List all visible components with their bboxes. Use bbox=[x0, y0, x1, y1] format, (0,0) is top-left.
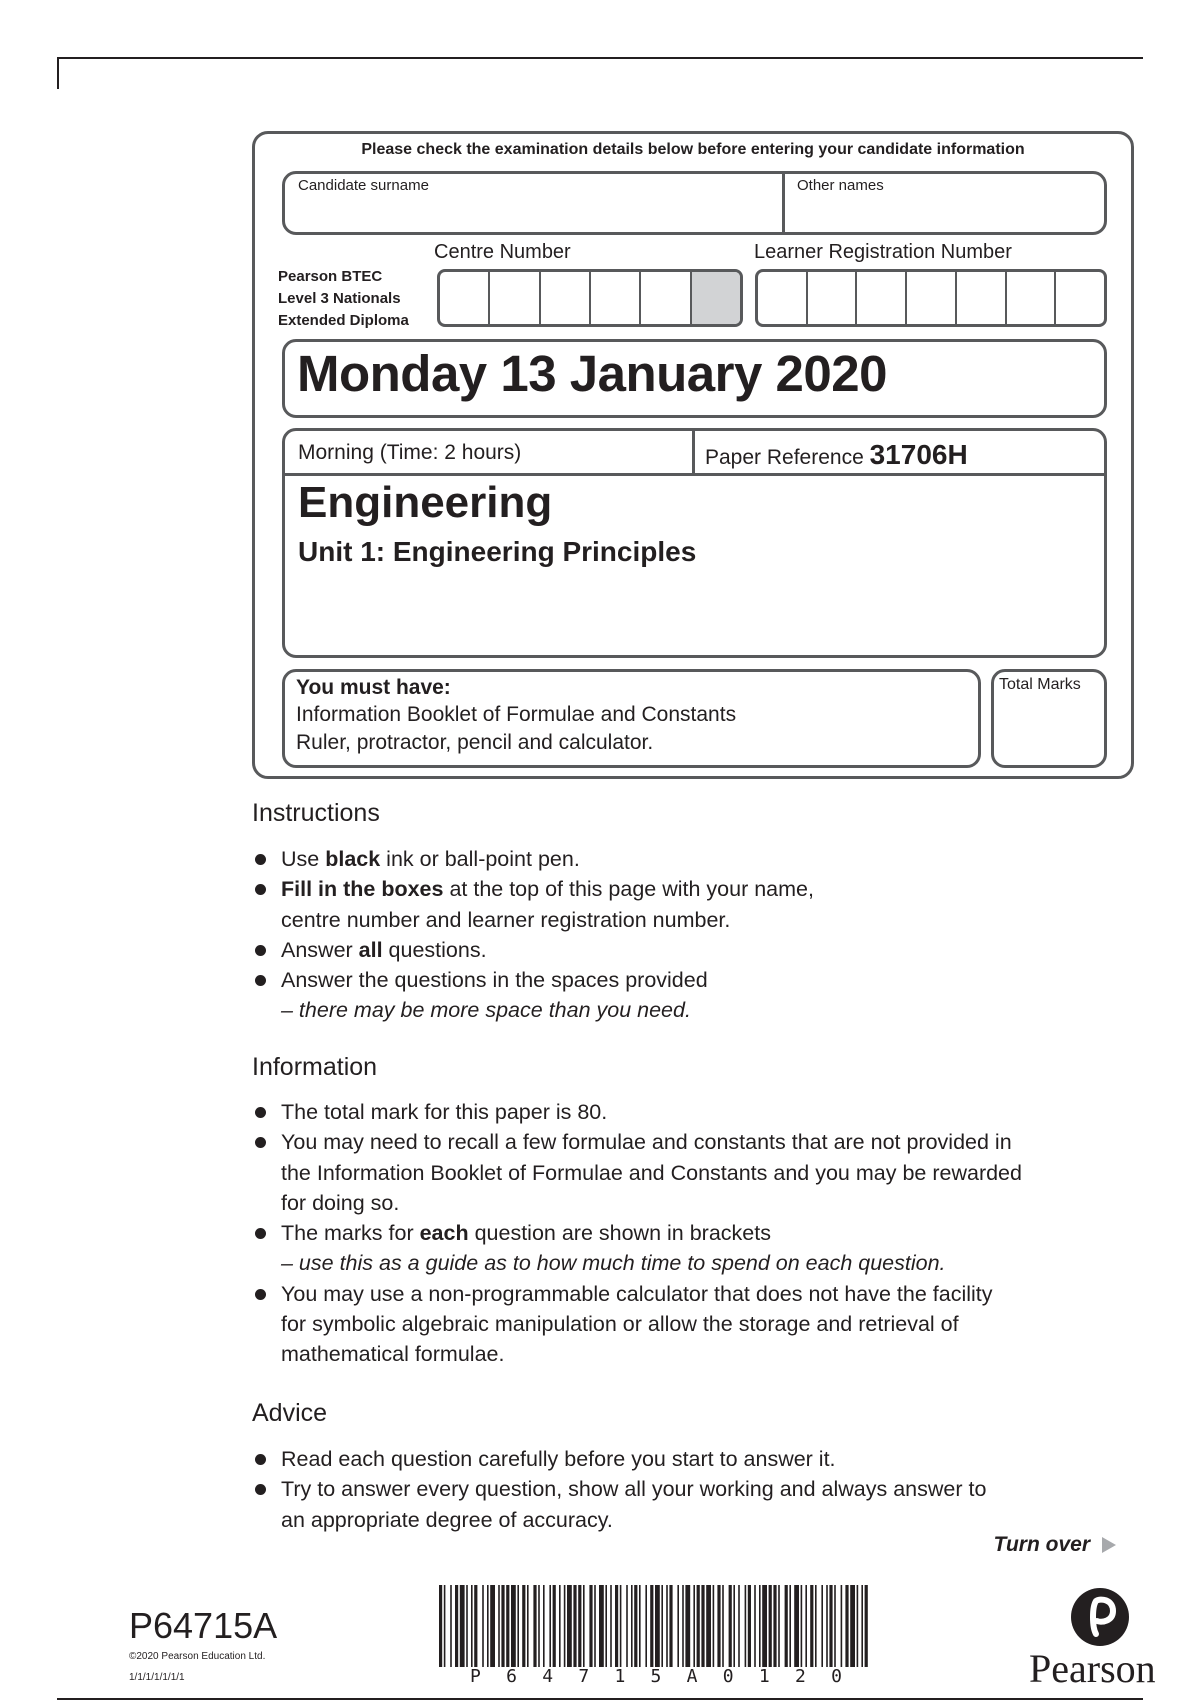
centre-number-shaded-cell bbox=[692, 272, 740, 324]
barcode-bar bbox=[759, 1585, 761, 1667]
barcode-bar bbox=[639, 1585, 641, 1667]
barcode-bar bbox=[733, 1585, 735, 1667]
barcode-bar bbox=[661, 1585, 663, 1667]
list-item: Use black ink or ball-point pen. bbox=[252, 844, 1112, 874]
barcode-char: 1 bbox=[758, 1666, 770, 1687]
candidate-surname-label: Candidate surname bbox=[298, 177, 429, 194]
barcode-bar bbox=[815, 1585, 817, 1667]
barcode-bar bbox=[490, 1585, 495, 1667]
barcode-char: 6 bbox=[506, 1666, 517, 1687]
barcode-bar bbox=[578, 1585, 581, 1667]
barcode-bar bbox=[829, 1585, 832, 1667]
learner-registration-label: Learner Registration Number bbox=[754, 241, 1012, 263]
barcode-bar bbox=[697, 1585, 700, 1667]
barcode-bar bbox=[729, 1585, 732, 1667]
barcode-bar bbox=[533, 1585, 536, 1667]
instructions-title: Instructions bbox=[252, 799, 380, 827]
barcode-bar bbox=[559, 1585, 561, 1667]
barcode-bar bbox=[460, 1585, 465, 1667]
advice-list bbox=[252, 1444, 1112, 1535]
barcode-bar bbox=[845, 1585, 848, 1667]
barcode-bar bbox=[805, 1585, 807, 1667]
barcode-bar bbox=[615, 1585, 618, 1667]
barcode-bar bbox=[543, 1585, 545, 1667]
barcode-bar bbox=[834, 1585, 836, 1667]
barcode-bar bbox=[778, 1585, 780, 1667]
barcode-bar bbox=[810, 1585, 813, 1667]
barcode-bar bbox=[631, 1585, 633, 1667]
barcode-bar bbox=[553, 1585, 556, 1667]
barcode-bar bbox=[650, 1585, 653, 1667]
session-divider bbox=[692, 431, 695, 475]
barcode-bar bbox=[769, 1585, 772, 1667]
barcode-bar bbox=[748, 1585, 751, 1667]
centre-number-digit[interactable] bbox=[541, 272, 591, 324]
barcode-bar bbox=[506, 1585, 509, 1667]
centre-number-digit[interactable] bbox=[591, 272, 641, 324]
barcode-bar bbox=[789, 1585, 791, 1667]
barcode-bar bbox=[666, 1585, 668, 1667]
barcode-bar bbox=[549, 1585, 551, 1667]
barcode-bar bbox=[605, 1585, 607, 1667]
barcode-bar bbox=[857, 1585, 859, 1667]
barcode-bar bbox=[482, 1585, 484, 1667]
barcode-bar bbox=[444, 1585, 446, 1667]
barcode-bar bbox=[474, 1585, 477, 1667]
play-arrow-icon bbox=[1102, 1537, 1116, 1553]
barcode-bar bbox=[706, 1585, 711, 1667]
list-item: You may use a non-programmable calculator that does not have the facility for symbolic algebraic manipulation or allow the storage and retrieval of mathematical formulae. bbox=[252, 1279, 1112, 1370]
barcode-bar bbox=[594, 1585, 596, 1667]
barcode-bar bbox=[701, 1585, 704, 1667]
barcode-bar bbox=[850, 1585, 855, 1667]
barcode-bar bbox=[717, 1585, 720, 1667]
barcode-bar bbox=[466, 1585, 468, 1667]
barcode-bar bbox=[583, 1585, 585, 1667]
instructions-list bbox=[252, 844, 1112, 1026]
barcode-bar bbox=[634, 1585, 637, 1667]
advice-title: Advice bbox=[252, 1399, 328, 1427]
total-marks-label: Total Marks bbox=[999, 676, 1081, 693]
list-item: Try to answer every question, show all your working and always answer to an appropriate degree of accuracy. bbox=[252, 1474, 1112, 1535]
learner-registration-digit[interactable] bbox=[758, 272, 808, 324]
learner-registration-digit[interactable] bbox=[1007, 272, 1057, 324]
barcode-bar bbox=[610, 1585, 612, 1667]
barcode-bar bbox=[501, 1585, 504, 1667]
paper-code: P64715A bbox=[129, 1605, 278, 1646]
barcode-bar bbox=[841, 1585, 843, 1667]
barcode-bar bbox=[655, 1585, 660, 1667]
barcode-bar bbox=[455, 1585, 458, 1667]
barcode-bar bbox=[785, 1585, 788, 1667]
list-item: Answer the questions in the spaces provided – there may be more space than you need. bbox=[252, 965, 1112, 1026]
barcode-bar bbox=[589, 1585, 592, 1667]
other-names-label: Other names bbox=[797, 177, 884, 194]
barcode-bar bbox=[573, 1585, 576, 1667]
crop-mark-horizontal bbox=[57, 57, 1143, 59]
name-box-divider bbox=[782, 171, 785, 235]
barcode-char: P bbox=[470, 1666, 481, 1687]
learner-registration-grid bbox=[755, 269, 1107, 327]
barcode-bar bbox=[599, 1585, 604, 1667]
barcode-char: 2 bbox=[794, 1666, 806, 1687]
exam-date: Monday 13 January 2020 bbox=[297, 345, 887, 402]
barcode-bar bbox=[773, 1585, 776, 1667]
pearson-wordmark: Pearson bbox=[1029, 1646, 1156, 1691]
barcode-char: 0 bbox=[722, 1666, 734, 1687]
crop-mark-vertical bbox=[57, 57, 59, 89]
centre-number-grid bbox=[437, 269, 743, 327]
paper-reference-code: 31706H bbox=[869, 439, 968, 470]
list-item: You may need to recall a few formulae and constants that are not provided in the Information Booklet of Formulae and Constants and you may be rewarded for doing so. bbox=[252, 1127, 1112, 1218]
barcode-bar bbox=[511, 1585, 516, 1667]
must-have-heading: You must have: bbox=[296, 676, 451, 699]
copyright-notice: ©2020 Pearson Education Ltd. bbox=[129, 1651, 266, 1662]
barcode-bar bbox=[626, 1585, 628, 1667]
must-have-item: Information Booklet of Formulae and Constants bbox=[296, 703, 737, 726]
other-names-field[interactable] bbox=[786, 176, 1104, 230]
exam-session: Morning (Time: 2 hours) bbox=[298, 441, 522, 464]
barcode-text bbox=[470, 1666, 842, 1687]
learner-registration-digit[interactable] bbox=[907, 272, 957, 324]
barcode-char: 0 bbox=[831, 1666, 842, 1687]
barcode-icon bbox=[437, 1585, 871, 1667]
turn-over-link[interactable]: Turn over bbox=[994, 1533, 1116, 1557]
list-item: Fill in the boxes at the top of this page with your name, centre number and learner registration number. bbox=[252, 874, 1112, 935]
barcode-bar bbox=[821, 1585, 823, 1667]
qualification-title: Pearson BTEC Level 3 Nationals Extended Diploma bbox=[278, 268, 409, 329]
barcode-bar bbox=[722, 1585, 724, 1667]
information-title: Information bbox=[252, 1053, 378, 1081]
must-have-item: Ruler, protractor, pencil and calculator. bbox=[296, 731, 654, 754]
barcode-bar bbox=[471, 1585, 473, 1667]
barcode-bar bbox=[538, 1585, 540, 1667]
barcode-char: 5 bbox=[650, 1666, 662, 1687]
learner-registration-digit[interactable] bbox=[808, 272, 858, 324]
barcode-bar bbox=[685, 1585, 690, 1667]
barcode-char: 7 bbox=[578, 1666, 590, 1687]
information-list bbox=[252, 1097, 1112, 1370]
barcode-bar bbox=[567, 1585, 572, 1667]
learner-registration-digit[interactable] bbox=[1056, 272, 1104, 324]
barcode-bar bbox=[564, 1585, 566, 1667]
barcode-bar bbox=[620, 1585, 622, 1667]
barcode-bar bbox=[645, 1585, 647, 1667]
learner-registration-digit[interactable] bbox=[957, 272, 1007, 324]
centre-number-label: Centre Number bbox=[434, 241, 571, 263]
barcode-bar bbox=[522, 1585, 525, 1667]
barcode-bar bbox=[498, 1585, 500, 1667]
barcode-bar bbox=[865, 1585, 868, 1667]
barcode-bar bbox=[762, 1585, 767, 1667]
pearson-logo-icon bbox=[1070, 1587, 1130, 1647]
unit-title: Unit 1: Engineering Principles bbox=[298, 536, 697, 567]
list-item: Read each question carefully before you start to answer it. bbox=[252, 1444, 1112, 1474]
list-item: The marks for each question are shown in brackets – use this as a guide as to how much time to spend on each question. bbox=[252, 1218, 1112, 1279]
barcode-bar bbox=[682, 1585, 684, 1667]
subject-title: Engineering bbox=[298, 478, 553, 527]
candidate-surname-field[interactable] bbox=[285, 176, 780, 230]
barcode-bar bbox=[794, 1585, 799, 1667]
centre-number-digit[interactable] bbox=[641, 272, 691, 324]
learner-registration-digit[interactable] bbox=[857, 272, 907, 324]
barcode-bar bbox=[713, 1585, 715, 1667]
barcode-bar bbox=[801, 1585, 803, 1667]
barcode-bar bbox=[677, 1585, 679, 1667]
barcode-bar bbox=[745, 1585, 747, 1667]
barcode-bar bbox=[693, 1585, 695, 1667]
barcode-bar bbox=[861, 1585, 863, 1667]
barcode-bar bbox=[517, 1585, 519, 1667]
barcode-bar bbox=[527, 1585, 529, 1667]
barcode-bar bbox=[450, 1585, 452, 1667]
barcode-bar bbox=[738, 1585, 740, 1667]
centre-number-digit[interactable] bbox=[440, 272, 490, 324]
check-details-note: Please check the examination details below before entering your candidate information bbox=[361, 141, 1025, 158]
barcode-char: 1 bbox=[614, 1666, 626, 1687]
mark-line: 1/1/1/1/1/1/1 bbox=[129, 1672, 185, 1683]
barcode-bar bbox=[669, 1585, 672, 1667]
barcode-bar bbox=[826, 1585, 828, 1667]
barcode-bar bbox=[754, 1585, 756, 1667]
centre-number-digit[interactable] bbox=[490, 272, 540, 324]
barcode-bar bbox=[439, 1585, 442, 1667]
list-item: The total mark for this paper is 80. bbox=[252, 1097, 1112, 1127]
list-item: Answer all questions. bbox=[252, 935, 1112, 965]
barcode-bar bbox=[487, 1585, 489, 1667]
paper-reference: Paper Reference 31706H bbox=[705, 439, 968, 470]
barcode-char: A bbox=[686, 1666, 698, 1687]
barcode-char: 4 bbox=[542, 1666, 554, 1687]
